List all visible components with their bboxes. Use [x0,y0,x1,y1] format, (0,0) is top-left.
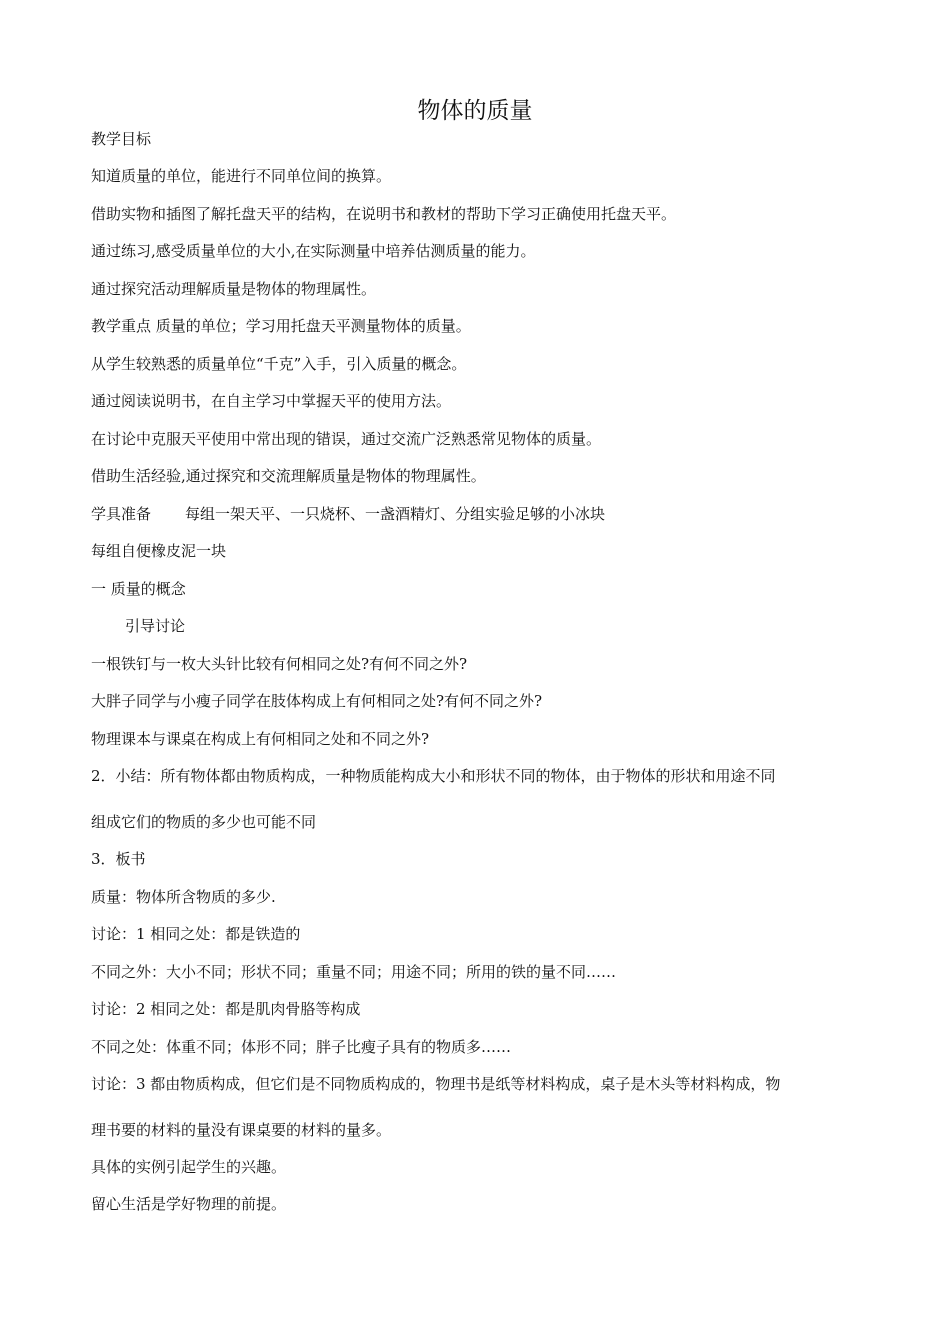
discussion-line: 讨论：1 相同之处：都是铁造的 [91,925,301,943]
question-item: 物理课本与课桌在构成上有何相同之处和不同之外? [91,730,430,748]
question-item: 一根铁钉与一枚大头针比较有何相同之处?有何不同之外? [91,655,468,673]
discussion-line: 不同之外：大小不同；形状不同；重量不同；用途不同；所用的铁的量不同…… [91,963,617,981]
paragraph: 知道质量的单位，能进行不同单位间的换算。 [91,167,392,185]
section-heading-teaching-goals: 教学目标 [91,130,152,148]
paragraph-key-points: 教学重点 质量的单位；学习用托盘天平测量物体的质量。 [91,317,471,335]
summary-paragraph-continued: 组成它们的物质的多少也可能不同 [91,813,317,831]
paragraph: 借助实物和插图了解托盘天平的结构，在说明书和教材的帮助下学习正确使用托盘天平。 [91,205,677,223]
discussion-line-continued: 理书要的材料的量没有课桌要的材料的量多。 [91,1121,392,1139]
paragraph: 通过阅读说明书，在自主学习中掌握天平的使用方法。 [91,392,452,410]
paragraph: 借助生活经验,通过探究和交流理解质量是物体的物理属性。 [91,467,486,485]
materials-line [91,504,605,524]
paragraph: 具体的实例引起学生的兴趣。 [91,1158,287,1176]
discussion-line: 讨论：3 都由物质构成，但它们是不同物质构成的，物理书是纸等材料构成，桌子是木头等材料构成，物 [91,1075,781,1093]
document-title: 物体的质量 [417,98,533,124]
discussion-line: 不同之处：体重不同；体形不同；胖子比瘦子具有的物质多…… [91,1038,512,1056]
materials-label: 学具准备 [91,505,152,523]
subheading-guided-discussion: 引导讨论 [125,617,186,635]
materials-list: 每组一架天平、一只烧杯、一盏酒精灯、分组实验足够的小冰块 [185,505,606,523]
board-heading: 3．板书 [91,850,146,868]
section-heading-mass-concept: 一 质量的概念 [91,580,186,598]
question-item: 大胖子同学与小瘦子同学在肢体构成上有何相同之处?有何不同之外? [91,692,543,710]
paragraph: 通过练习,感受质量单位的大小,在实际测量中培养估测质量的能力。 [91,242,536,260]
paragraph: 每组自便橡皮泥一块 [91,542,227,560]
paragraph: 通过探究活动理解质量是物体的物理属性。 [91,280,377,298]
paragraph: 留心生活是学好物理的前提。 [91,1195,287,1213]
paragraph: 从学生较熟悉的质量单位“千克”入手，引入质量的概念。 [91,355,467,373]
definition-line: 质量：物体所含物质的多少. [91,888,276,906]
discussion-line: 讨论：2 相同之处：都是肌肉骨胳等构成 [91,1000,361,1018]
summary-paragraph: 2．小结：所有物体都由物质构成，一种物质能构成大小和形状不同的物体，由于物体的形状和用途不同 [91,767,776,785]
paragraph: 在讨论中克服天平使用中常出现的错误，通过交流广泛熟悉常见物体的质量。 [91,430,602,448]
